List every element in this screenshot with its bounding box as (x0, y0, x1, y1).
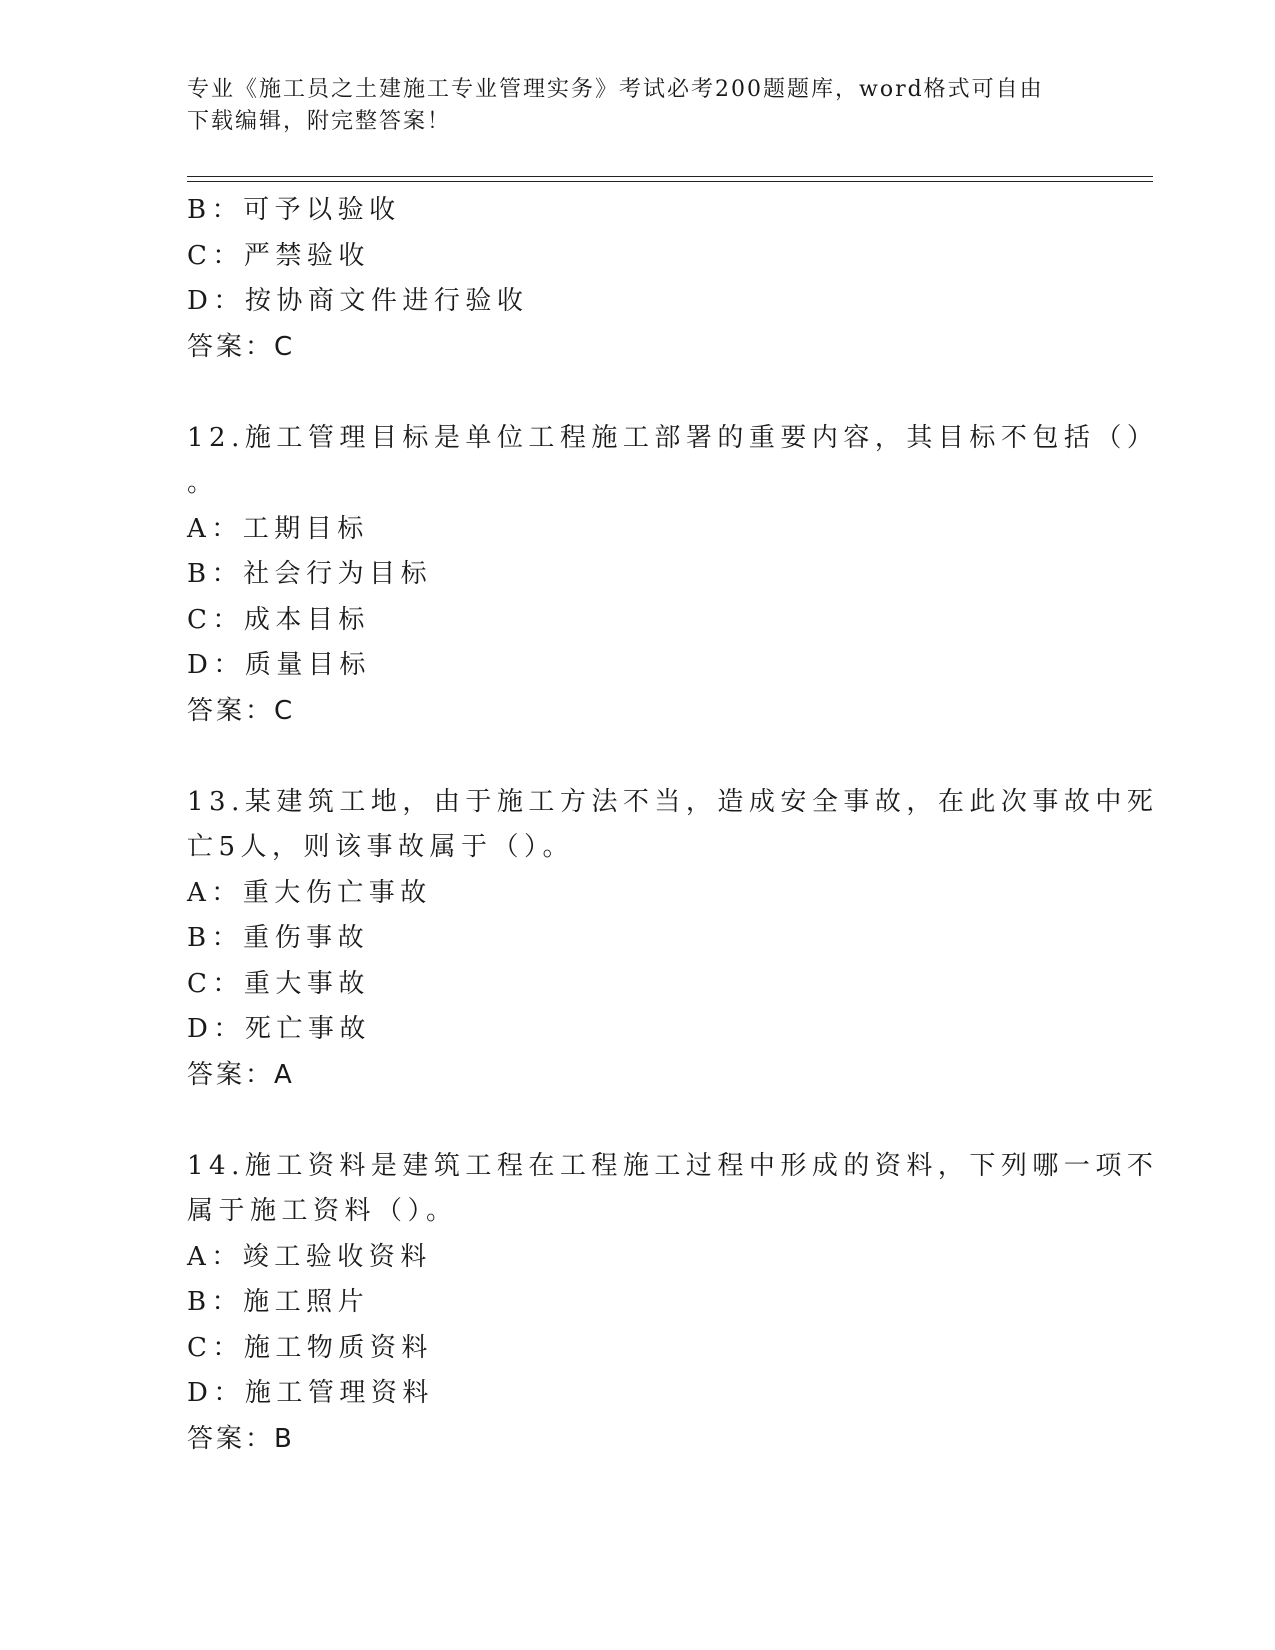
question-stem-line: 12.施工管理目标是单位工程施工部署的重要内容，其目标不包括（） (187, 422, 1159, 453)
option-a: A：重大伤亡事故 (187, 877, 432, 908)
answer-line: 答案：A (187, 1059, 295, 1090)
option-d: D：施工管理资料 (187, 1378, 434, 1408)
option-c: C：成本目标 (187, 604, 370, 635)
header-divider-bottom (187, 181, 1153, 182)
option-d: D：按协商文件进行验收 (187, 286, 529, 316)
question-11-continuation (187, 188, 1087, 370)
spacer (187, 734, 1087, 780)
question-13 (187, 780, 1159, 1099)
question-stem-line: 14.施工资料是建筑工程在工程施工过程中形成的资料，下列哪一项不 (187, 1150, 1159, 1181)
spacer (187, 1098, 1087, 1144)
header-line-1: 专业《施工员之土建施工专业管理实务》考试必考200题题库，word格式可自由 (187, 77, 1044, 102)
option-b: B：重伤事故 (187, 923, 370, 953)
header-line-2: 下载编辑，附完整答案！ (187, 109, 452, 134)
answer-line: 答案：B (187, 1423, 295, 1454)
option-c: C：施工物质资料 (187, 1332, 433, 1363)
option-c: C：严禁验收 (187, 240, 370, 271)
document-header (187, 74, 1077, 138)
option-a: A：工期目标 (187, 513, 369, 544)
question-stem-line: 13.某建筑工地，由于施工方法不当，造成安全事故，在此次事故中死 (187, 786, 1159, 817)
question-stem-line: 。 (187, 468, 219, 498)
question-stem-line: 属于施工资料（）。 (187, 1196, 458, 1226)
option-c: C：重大事故 (187, 968, 370, 999)
option-d: D：质量目标 (187, 650, 371, 680)
question-12 (187, 416, 1159, 735)
answer-line: 答案：C (187, 331, 296, 362)
answer-line: 答案：C (187, 695, 296, 726)
question-14 (187, 1144, 1159, 1463)
question-stem-line: 亡5人，则该事故属于（）。 (187, 832, 575, 862)
option-b: B：可予以验收 (187, 195, 401, 225)
option-b: B：社会行为目标 (187, 559, 433, 589)
option-d: D：死亡事故 (187, 1014, 371, 1044)
header-divider-top (187, 176, 1153, 177)
spacer (187, 370, 1087, 416)
option-a: A：竣工验收资料 (187, 1241, 432, 1272)
document-body (187, 188, 1159, 1462)
option-b: B：施工照片 (187, 1287, 370, 1317)
